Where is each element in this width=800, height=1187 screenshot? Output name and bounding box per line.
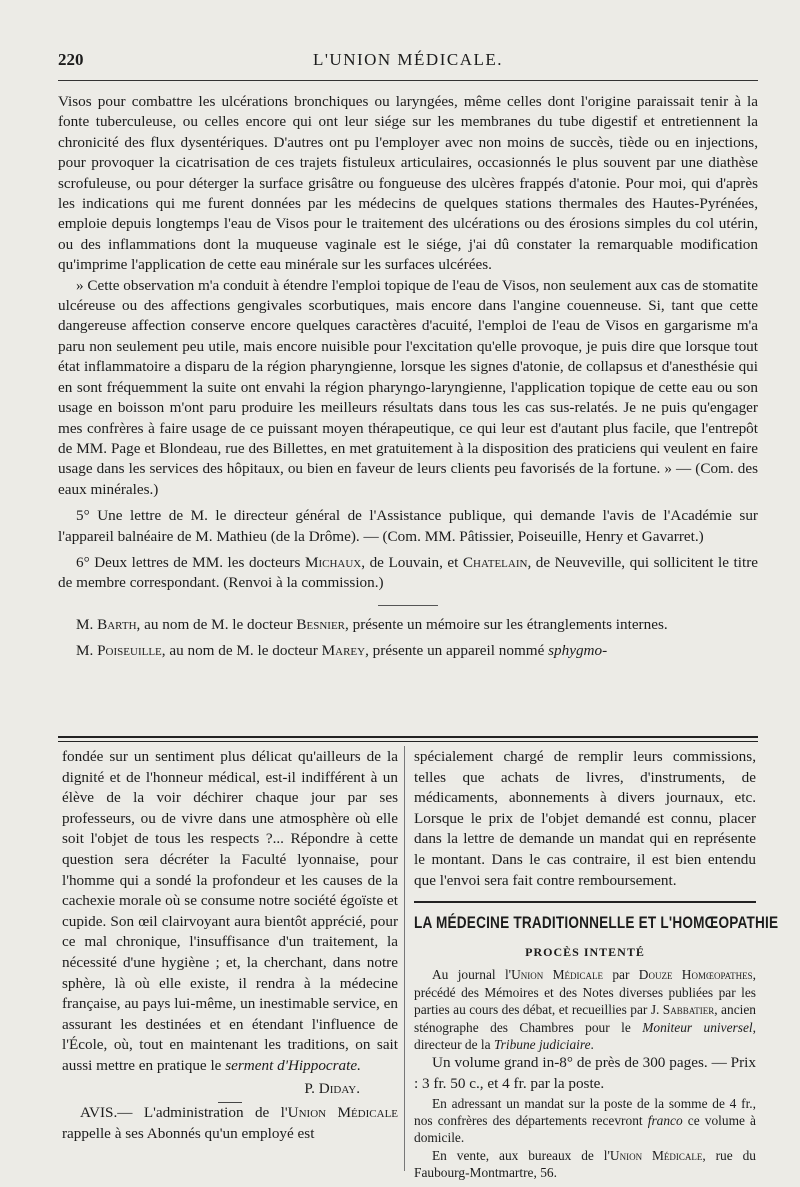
avis-label: AVIS. [80, 1104, 118, 1122]
author-name: Chatelain [462, 553, 528, 571]
signature: P. Diday. [304, 1079, 360, 1097]
advert-paragraph: Au journal l'Union Médicale par Douze Homœopathes, précédé des Mémoires et des Notes diverses publiées par les parties au cours des débat, et recueillies par J. Sabbatier, ancien sténographe des Chambres pour le Moniteur universel, directeur de la Tribune judiciaire. [414, 967, 757, 1052]
page-number: 220 [58, 50, 84, 69]
running-title: L'UNION MÉDICALE. [312, 50, 504, 69]
feuilleton-text: fondée sur un sentiment plus délicat qu'ailleurs de la dignité et de l'honneur médical, est-il indifférent à un élève de la voir déchirer chaque jour par ses professeurs, ou de vivre dans une atmosphère où elle soit l'objet de tous les respects ?... Répondre à cette question sera décréter la Faculté lyonnaise, pour l'homme qui a sondé la profondeur et les causes de la cachexie morale où se consume notre société égoïste et cupide. Son œil clairvoyant aura bientôt apprécié, pour ce mal chronique, l'insuffisance d'un traitement, la nécessité d'une hygiène ; et, la cherchant, dans notre sphère, là où elle existe, il rendra à la médecine française, au pays lui-même, un inestimable service, en assurant les destinées et en étendant l'influence de l'École, où, tout en maintenant les traditions, on sait aussi mettre en pratique le serment d'Hippocrate. [62, 748, 398, 1074]
advert-rule [414, 901, 756, 903]
author-name: Michaux [304, 553, 362, 571]
paragraph-observation: » Cette observation m'a conduit à étendre l'emploi topique de l'eau de Visos, non seulement aux cas de stomatite ulcéreuse ou des affections gengivales scorbutiques, mais encore dans l'angine couenneuse. Si, tant que cette dangereuse affection conserve encore quelques caractères d'acuité, l'emploi de l'eau de Visos en gargarisme m'a paru non seulement peu utile, mais encore nuisible pour l'excitation qu'elle provoque, je puis dire que lorsque tout état inflammatoire a disparu de la région pharyngienne, lorsque les signes d'atonie, de collapsus et d'anesthésie qui en sont fréquemment la suite ont envahi la région pharyngo-laryngienne, l'application topique de cette eau ou son usage en boisson m'ont paru produire les meilleurs résultats dans tous les cas sus-relatés. Je ne puis qu'engager mes confrères à faire usage de ce puissant moyen thérapeutique, ce qui leur est d'autant plus facile, que l'entrepôt de MM. Page et Blondeau, rue des Billettes, en met gratuitement à la disposition des praticiens qui veulent en faire usage dans les services des hôpitaux, ou bien en faveur de leurs clients peu favorisés de la fortune. » — (Com. des eaux minérales.) [58, 276, 758, 498]
feuilleton-rule [58, 736, 758, 742]
paragraph-barth: M. Barth, au nom de M. le docteur Besnier, présente un mémoire sur les étranglements internes. [76, 615, 668, 633]
author-name: Marey [321, 642, 366, 660]
paragraph-item-6: 6° Deux lettres de MM. les docteurs Michaux, de Louvain, et Chatelain, de Neuveville, qui sollicitent le titre de membre correspondant. (Renvoi à la commission.) [58, 553, 758, 592]
author-name: Barth [97, 615, 137, 633]
avis-continuation: spécialement chargé de remplir leurs commissions, telles que achats de livres, d'instruments, de médicaments, abonnements à divers journaux, etc. Lorsque le prix de l'objet demandé est connu, placer dans la lettre de demande un mandat qui en représente le montant. Dans le cas contraire, il est bien entendu que l'envoi sera fait contre remboursement. [414, 748, 756, 889]
advert-sale-address: En vente, aux bureaux de l'Union Médicale, rue du Faubourg-Montmartre, 56. [414, 1147, 756, 1181]
column-divider [404, 746, 405, 1171]
feuilleton-left-column [62, 747, 398, 1144]
main-text [58, 92, 758, 662]
page-header [58, 50, 758, 72]
avis-notice: AVIS.— L'administration de l'Union Médicale rappelle à ses Abonnés qu'un employé est [62, 1104, 399, 1142]
advert-subtitle: PROCÈS INTENTÉ [525, 944, 645, 959]
advert-title: LA MÉDECINE TRADITIONNELLE ET L'HOMŒOPATHIE [414, 913, 779, 932]
feuilleton-right-column [414, 747, 779, 1182]
author-name: Poiseuille [97, 642, 162, 660]
author-name: Besnier [296, 615, 346, 633]
paragraph-visos: Visos pour combattre les ulcérations bronchiques ou laryngées, même celles dont l'origine paraissait tenir à la fonte tuberculeuse, ou celles encore qui ont leur siége sur les membranes du tube digestif et entretiennent la chronicité des flux dysentériques. D'autres ont pu l'employer avec non moins de succès, tiède ou en injections, pour provoquer la cicatrisation de ces trajets fistuleux articulaires, occasionnés le plus souvent par une diathèse scrofuleuse, ou pour déterger la surface grisâtre ou fongueuse des ulcères frappés d'atonie. Pour moi, qui d'après les indications qui me furent données par les médecins de quelques stations thermales des Hautes-Pyrénées, emploie depuis longtemps l'eau de Visos pour le traitement des ulcérations ou des érosions simples du col utérin, ou des inflammations dont la muqueuse vaginale est le siége, j'ai dû constater la remarquable modification qu'imprime l'application de cette eau minérale sur les surfaces ulcérées. [58, 93, 758, 274]
advert-price: Un volume grand in-8° de près de 300 pages. — Prix : 3 fr. 50 c., et 4 fr. par la poste. [414, 1054, 756, 1092]
paragraph-item-5: 5° Une lettre de M. le directeur général de l'Assistance publique, qui demande l'avis de l'Académie sur l'appareil balnéaire de M. Mathieu (de la Drôme). — (Com. MM. Pâtissier, Poiseuille, Henry et Gavarret.) [58, 507, 758, 545]
section-separator [378, 605, 438, 606]
paragraph-poiseuille: M. Poiseuille, au nom de M. le docteur Marey, présente un appareil nommé sphygmo- [76, 642, 608, 660]
header-rule [58, 80, 758, 81]
advert-mandate: En adressant un mandat sur la poste de la somme de 4 fr., nos confrères des départements recevront franco ce volume à domicile. [414, 1095, 756, 1146]
